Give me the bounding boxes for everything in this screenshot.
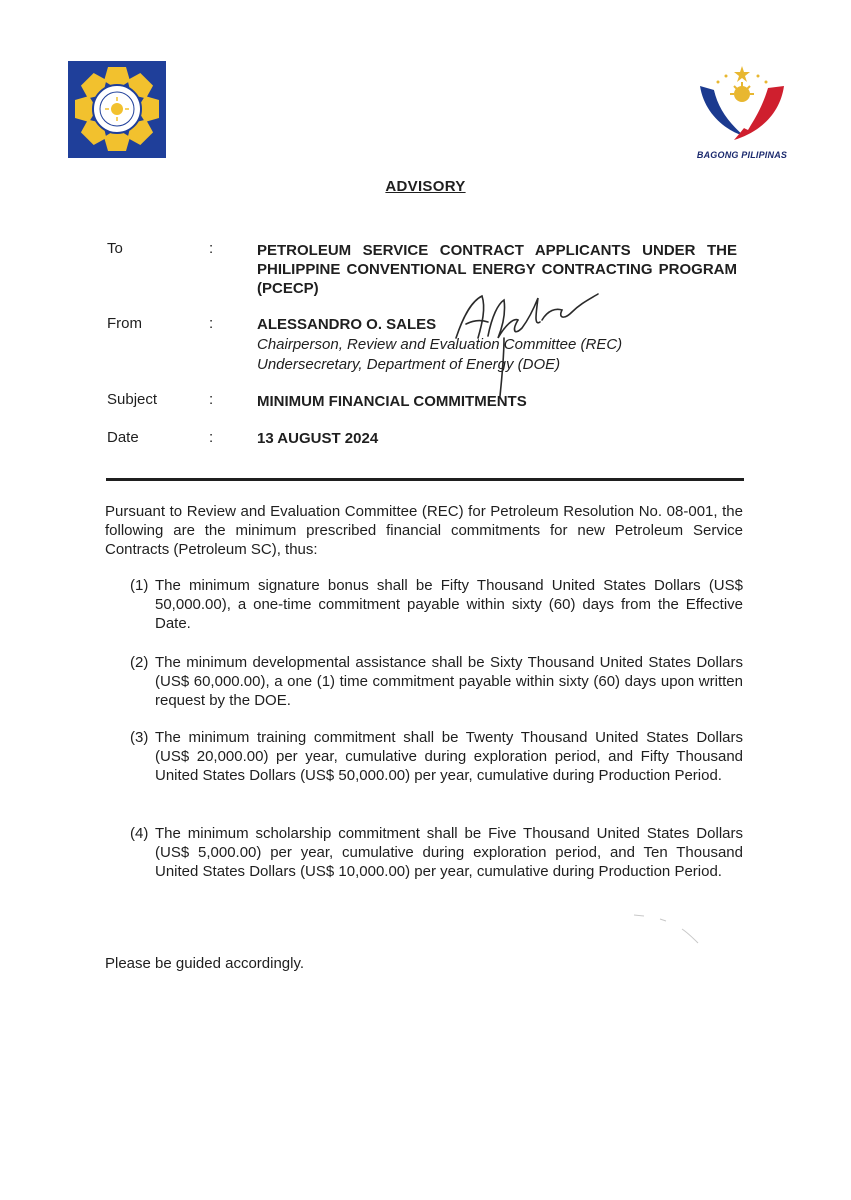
bagong-pilipinas-text: BAGONG PILIPINAS <box>696 150 788 160</box>
list-item-text: The minimum training commitment shall be Twenty Thousand United States Dollars (US$ 20,000.00) per year, cumulative during exploration period, and Fifty Thousand United States Dollars (US$ 50,000.00) per year, cumulative during Production Period. <box>155 729 743 784</box>
document-title: ADVISORY <box>385 178 466 195</box>
date-label: Date <box>107 429 139 446</box>
list-item-text: The minimum developmental assistance shall be Sixty Thousand United States Dollars (US$ 60,000.00), a one (1) time commitment payable within sixty (60) days upon written request by the DOE. <box>155 654 743 709</box>
header-divider <box>106 478 744 481</box>
from-title-undersecretary: Undersecretary, Department of Energy (DOE) <box>257 356 561 373</box>
list-item-text: The minimum scholarship commitment shall be Five Thousand United States Dollars (US$ 5,000.00) per year, cumulative during exploration period, and Ten Thousand United States Dollars (US$ 10,000.00) per year, cumulative during Production Period. <box>155 825 743 880</box>
subject-value: MINIMUM FINANCIAL COMMITMENTS <box>257 393 527 410</box>
closing-line: Please be guided accordingly. <box>105 955 305 972</box>
stray-mark <box>630 905 710 950</box>
list-item-number: (3) <box>130 729 149 746</box>
from-name: ALESSANDRO O. SALES <box>257 316 437 333</box>
to-value: PETROLEUM SERVICE CONTRACT APPLICANTS UNDER THE PHILIPPINE CONVENTIONAL ENERGY CONTRACTING PROGRAM (PCECP) <box>257 242 737 297</box>
bagong-pilipinas-logo <box>684 64 800 164</box>
from-title-chairperson: Chairperson, Review and Evaluation Committee (REC) <box>257 336 623 353</box>
doe-seal-logo <box>68 61 166 158</box>
list-item-text: The minimum signature bonus shall be Fifty Thousand United States Dollars (US$ 50,000.00), a one-time commitment payable within sixty (60) days from the Effective Date. <box>155 577 743 632</box>
intro-paragraph: Pursuant to Review and Evaluation Committee (REC) for Petroleum Resolution No. 08-001, the following are the minimum prescribed financial commitments for new Petroleum Service Contracts (Petroleum SC), thus: <box>105 503 743 558</box>
from-label: From <box>107 315 142 332</box>
date-value: 13 AUGUST 2024 <box>257 430 379 447</box>
subject-colon: : <box>209 391 214 408</box>
handwritten-signature <box>448 280 608 400</box>
list-item-number: (2) <box>130 654 149 671</box>
list-item-number: (4) <box>130 825 149 842</box>
to-colon: : <box>209 240 214 257</box>
to-label: To <box>107 240 123 257</box>
from-colon: : <box>209 315 214 332</box>
subject-label: Subject <box>107 391 158 408</box>
date-colon: : <box>209 429 214 446</box>
list-item-number: (1) <box>130 577 149 594</box>
